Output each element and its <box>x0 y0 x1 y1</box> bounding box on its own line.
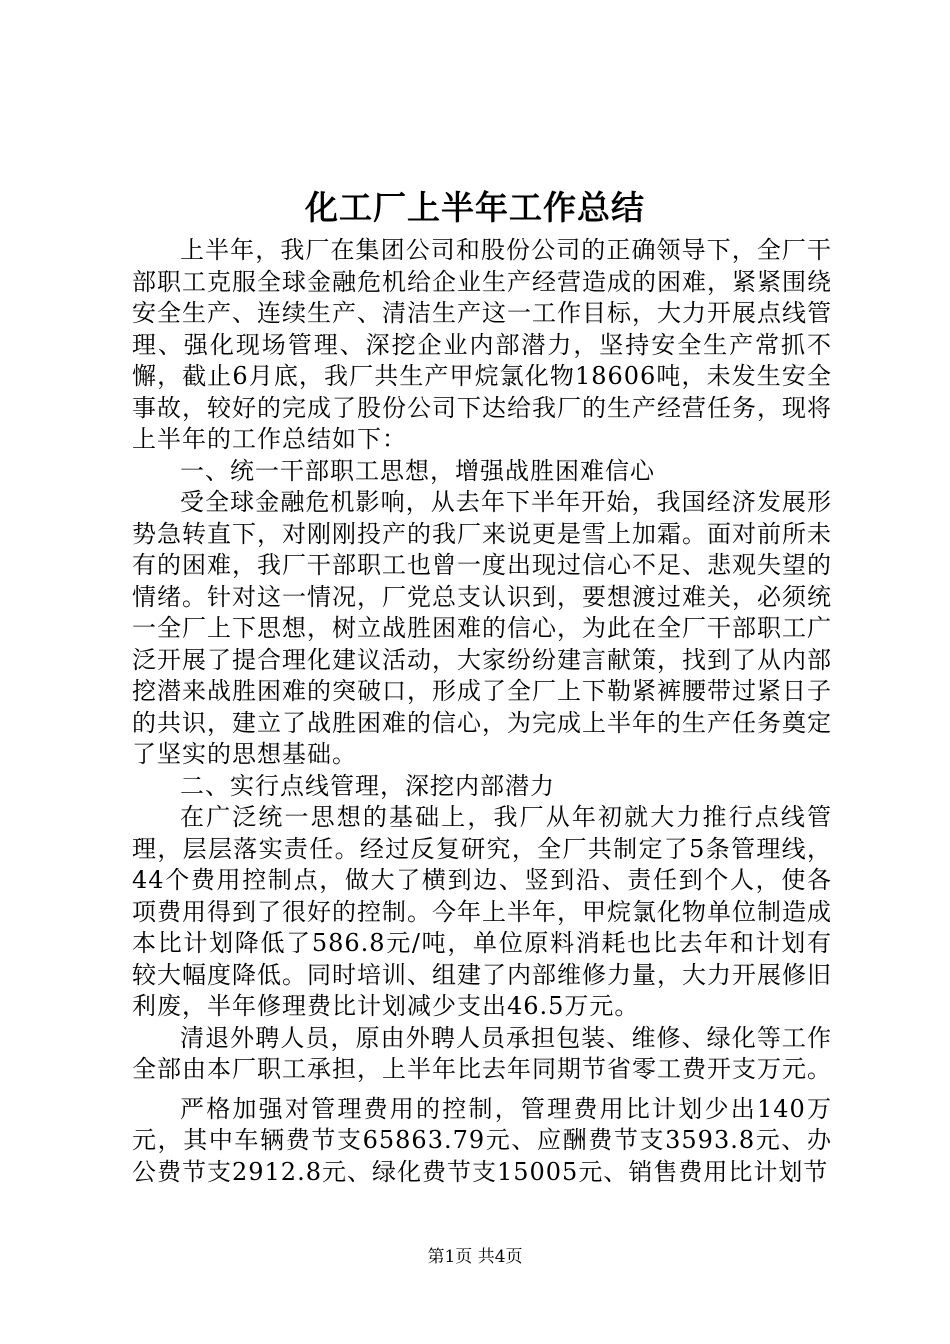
section-heading-2: 二、实行点线管理，深挖内部潜力 <box>180 771 555 800</box>
section-heading-1: 一、统一干部职工思想，增强战胜困难信心 <box>180 456 655 485</box>
paragraph-outsourcing: 清退外聘人员，原由外聘人员承担包装、维修、绿化等工作全部由本厂职工承担，上半年比去年同期节省零工费开支万元。 <box>132 1023 832 1083</box>
paragraph-section-2: 在广泛统一思想的基础上，我厂从年初就大力推行点线管理，层层落实责任。经过反复研究，全厂共制定了5条管理线，44个费用控制点，做大了横到边、竖到沿、责任到个人，使各项费用得到了很好的控制。今年上半年，甲烷氯化物单位制造成本比计划降低了586.8元/吨，单位原料消耗也比去年和计划有较大幅度降低。同时培训、组建了内部维修力量，大力开展修旧利废，半年修理费比计划减少支出46.5万元。 <box>132 803 832 1020</box>
paragraph-section-1: 受全球金融危机影响，从去年下半年开始，我国经济发展形势急转直下，对刚刚投产的我厂来说更是雪上加霜。面对前所未有的困难，我厂干部职工也曾一度出现过信心不足、悲观失望的情绪。针对这一情况，厂党总支认识到，要想渡过难关，必须统一全厂上下思想，树立战胜困难的信心，为此在全厂干部职工广泛开展了提合理化建议活动，大家纷纷建言献策，找到了从内部挖潜来战胜困难的突破口，形成了全厂上下勒紧裤腰带过紧日子的共识，建立了战胜困难的信心，为完成上半年的生产任务奠定了坚实的思想基础。 <box>132 488 832 768</box>
document-title: 化工厂上半年工作总结 <box>305 188 645 227</box>
document-body <box>132 235 832 1188</box>
paragraph-management-costs: 严格加强对管理费用的控制，管理费用比计划少出140万元，其中车辆费节支65863.79元、应酬费节支3593.8元、办公费节支2912.8元、绿化费节支15005元、销售费用比计划节 <box>132 1094 832 1186</box>
paragraph-intro: 上半年，我厂在集团公司和股份公司的正确领导下，全厂干部职工克服全球金融危机给企业生产经营造成的困难，紧紧围绕安全生产、连续生产、清洁生产这一工作目标，大力开展点线管理、强化现场管理、深挖企业内部潜力，坚持安全生产常抓不懈，截止6月底，我厂共生产甲烷氯化物18606吨，未发生安全事故，较好的完成了股份公司下达给我厂的生产经营任务，现将上半年的工作总结如下： <box>132 236 832 453</box>
page-number-footer: 第1页 共4页 <box>427 1247 523 1267</box>
